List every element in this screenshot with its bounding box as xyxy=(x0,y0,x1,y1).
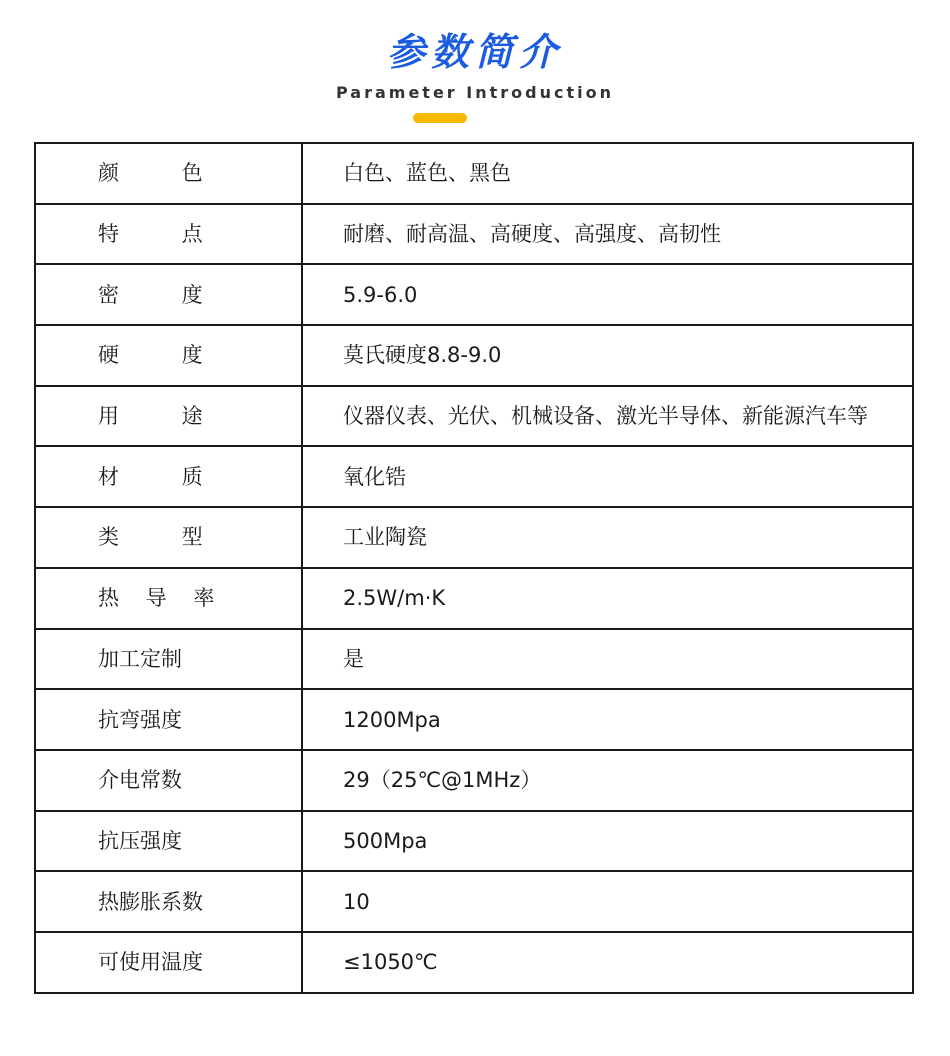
row-value: ≤1050℃ xyxy=(302,932,913,993)
row-value: 1200Mpa xyxy=(302,689,913,750)
row-value: 是 xyxy=(302,629,913,690)
row-value: 仪器仪表、光伏、机械设备、激光半导体、新能源汽车等 xyxy=(302,386,913,447)
row-label: 抗弯强度 xyxy=(35,689,302,750)
accent-bar xyxy=(413,113,467,123)
table-row xyxy=(35,568,913,629)
table-row xyxy=(35,811,913,872)
parameter-table xyxy=(34,142,914,994)
table-row xyxy=(35,689,913,750)
header xyxy=(0,0,950,140)
page-subtitle: Parameter Introduction xyxy=(336,83,614,102)
row-label: 介电常数 xyxy=(35,750,302,811)
row-label: 热 导 率 xyxy=(35,568,302,629)
row-value: 10 xyxy=(302,871,913,932)
table-row xyxy=(35,446,913,507)
row-label: 特 点 xyxy=(35,204,302,265)
row-value: 白色、蓝色、黑色 xyxy=(302,143,913,204)
table-row xyxy=(35,507,913,568)
row-label: 加工定制 xyxy=(35,629,302,690)
row-value: 耐磨、耐高温、高硬度、高强度、高韧性 xyxy=(302,204,913,265)
row-label: 颜 色 xyxy=(35,143,302,204)
table-row xyxy=(35,386,913,447)
row-value: 29（25℃@1MHz） xyxy=(302,750,913,811)
row-label: 可使用温度 xyxy=(35,932,302,993)
table-row xyxy=(35,264,913,325)
row-label: 热膨胀系数 xyxy=(35,871,302,932)
row-value: 2.5W/m·K xyxy=(302,568,913,629)
row-label: 硬 度 xyxy=(35,325,302,386)
table-row xyxy=(35,871,913,932)
row-label: 材 质 xyxy=(35,446,302,507)
table-row xyxy=(35,325,913,386)
row-label: 类 型 xyxy=(35,507,302,568)
row-value: 氧化锆 xyxy=(302,446,913,507)
row-label: 抗压强度 xyxy=(35,811,302,872)
row-label: 密 度 xyxy=(35,264,302,325)
row-label: 用 途 xyxy=(35,386,302,447)
table-row xyxy=(35,932,913,993)
table-row xyxy=(35,629,913,690)
page-title: 参数简介 xyxy=(386,30,563,74)
row-value: 莫氏硬度8.8-9.0 xyxy=(302,325,913,386)
row-value: 5.9-6.0 xyxy=(302,264,913,325)
table-row xyxy=(35,143,913,204)
row-value: 500Mpa xyxy=(302,811,913,872)
table-row xyxy=(35,204,913,265)
row-value: 工业陶瓷 xyxy=(302,507,913,568)
table-row xyxy=(35,750,913,811)
